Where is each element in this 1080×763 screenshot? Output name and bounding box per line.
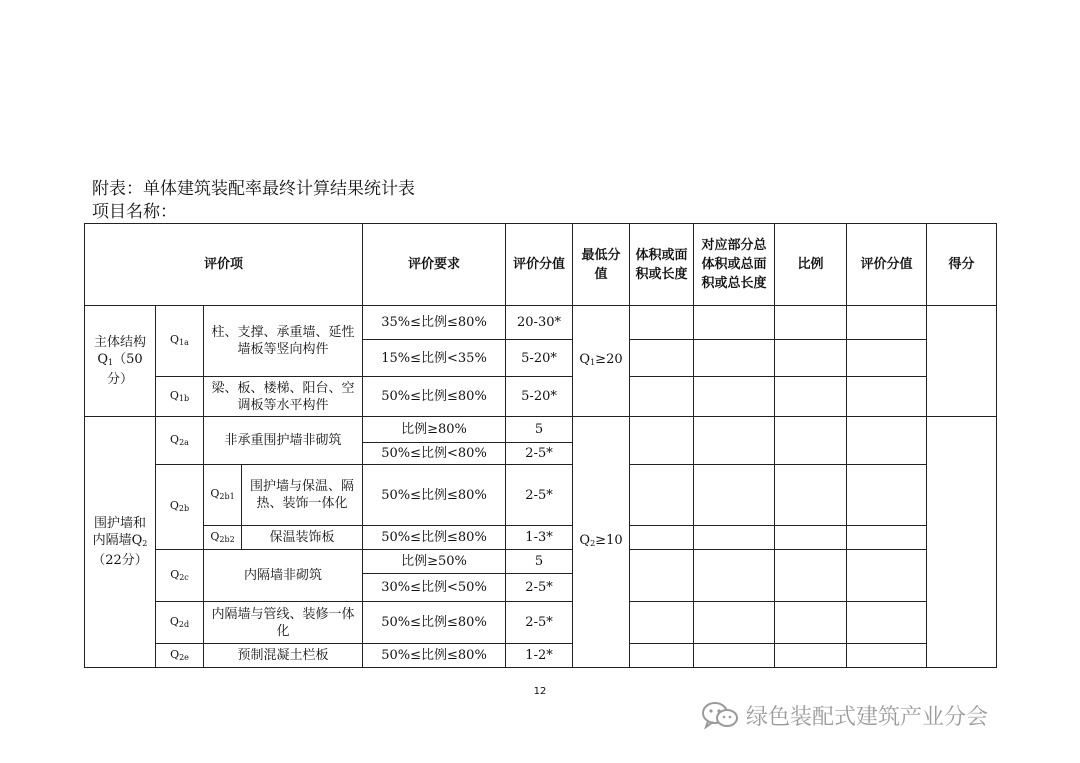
total-cell [694,644,775,668]
volume-cell [630,417,694,465]
item-name-q2d: 内隔墙与管线、装修一体化 [204,602,363,644]
eval-score-cell [847,306,927,340]
score-cell-q1 [927,306,997,417]
wechat-icon [700,700,740,730]
score-value-cell: 1-3* [506,526,573,550]
ratio-cell [775,526,847,550]
ratio-cell [775,417,847,465]
requirement-cell: 50%≤比例<80% [363,443,506,465]
total-cell [694,377,775,417]
table-header-row [85,224,997,306]
code-q2c: $Q_{2c}$ [156,550,204,602]
requirement-cell: 30%≤比例<50% [363,574,506,602]
volume-cell [630,550,694,602]
score-value-cell: 2-5* [506,465,573,526]
eval-score-cell [847,377,927,417]
code-q1b: $Q_{1b}$ [156,377,204,417]
ratio-cell [775,306,847,340]
item-name-q2a: 非承重围护墙非砌筑 [204,417,363,465]
score-value-cell: 1-2* [506,644,573,668]
eval-score-cell [847,465,927,526]
header-score: 得分 [927,224,997,306]
score-value-cell: 5 [506,417,573,443]
eval-score-cell [847,644,927,668]
requirement-cell: 50%≤比例≤80% [363,465,506,526]
code-q2b: $Q_{2b}$ [156,465,204,550]
eval-score-cell [847,340,927,377]
code-q2b1: $Q_{2b1}$ [204,465,242,526]
page-number: 12 [533,686,547,697]
eval-score-cell [847,417,927,465]
header-total: 对应部分总体积或总面积或总长度 [694,224,775,306]
header-volume-area-length: 体积或面积或长度 [630,224,694,306]
ratio-cell [775,644,847,668]
table-row [85,306,997,340]
table-row [85,465,997,526]
score-value-cell: 5-20* [506,340,573,377]
header-eval-score: 评价分值 [847,224,927,306]
item-name-q1a: 柱、支撑、承重墙、延性墙板等竖向构件 [204,306,363,377]
header-item: 评价项 [85,224,363,306]
header-ratio: 比例 [775,224,847,306]
statistics-table [84,223,997,668]
item-name-q2b1: 围护墙与保温、隔热、装饰一体化 [242,465,363,526]
code-q2b2: $Q_{2b2}$ [204,526,242,550]
table-row [85,377,997,417]
score-value-cell: 5 [506,550,573,574]
requirement-cell: 50%≤比例≤80% [363,526,506,550]
min-score-q2: $Q_2\ge 10$ [573,417,630,668]
score-value-cell: 20-30* [506,306,573,340]
volume-cell [630,377,694,417]
item-name-q2e: 预制混凝土栏板 [204,644,363,668]
eval-score-cell [847,602,927,644]
score-value-cell: 2-5* [506,443,573,465]
item-name-q1b: 梁、板、楼梯、阳台、空调板等水平构件 [204,377,363,417]
volume-cell [630,340,694,377]
table-row [85,550,997,574]
volume-cell [630,644,694,668]
total-cell [694,465,775,526]
volume-cell [630,465,694,526]
volume-cell [630,526,694,550]
requirement-cell: 50%≤比例≤80% [363,377,506,417]
score-value-cell: 5-20* [506,377,573,417]
group-label-q1: 主体结构$Q_1(50$分） [85,306,156,417]
eval-score-cell [847,526,927,550]
item-name-q2b2: 保温装饰板 [242,526,363,550]
eval-score-cell [847,550,927,602]
code-q2d: $Q_{2d}$ [156,602,204,644]
volume-cell [630,602,694,644]
ratio-cell [775,465,847,526]
score-value-cell: 2-5* [506,574,573,602]
project-name-label: 项目名称： [92,202,177,222]
ratio-cell [775,377,847,417]
score-cell-q2 [927,417,997,668]
requirement-cell: 比例≥50% [363,550,506,574]
min-score-q1: $Q_1\ge 20$ [573,306,630,417]
ratio-cell [775,602,847,644]
total-cell [694,550,775,602]
requirement-cell: 50%≤比例≤80% [363,602,506,644]
header-requirement: 评价要求 [363,224,506,306]
total-cell [694,306,775,340]
item-name-q2c: 内隔墙非砌筑 [204,550,363,602]
requirement-cell: 50%≤比例≤80% [363,644,506,668]
table-row [85,526,997,550]
requirement-cell: 35%≤比例≤80% [363,306,506,340]
table-row [85,644,997,668]
group-label-q2: 围护墙和内隔墙$Q_2(22$分） [85,417,156,668]
page-title: 附表：单体建筑装配率最终计算结果统计表 [92,179,415,199]
total-cell [694,602,775,644]
header-min-score: 最低分值 [573,224,630,306]
code-q2a: $Q_{2a}$ [156,417,204,465]
watermark [700,700,988,730]
volume-cell [630,306,694,340]
score-value-cell: 2-5* [506,602,573,644]
total-cell [694,340,775,377]
table-row [85,602,997,644]
ratio-cell [775,550,847,602]
requirement-cell: 比例≥80% [363,417,506,443]
ratio-cell [775,340,847,377]
total-cell [694,526,775,550]
watermark-text: 绿色装配式建筑产业分会 [746,704,989,730]
table-row [85,417,997,443]
header-score-value: 评价分值 [506,224,573,306]
code-q2e: $Q_{2e}$ [156,644,204,668]
total-cell [694,417,775,465]
code-q1a: $Q_{1a}$ [156,306,204,377]
requirement-cell: 15%≤比例<35% [363,340,506,377]
